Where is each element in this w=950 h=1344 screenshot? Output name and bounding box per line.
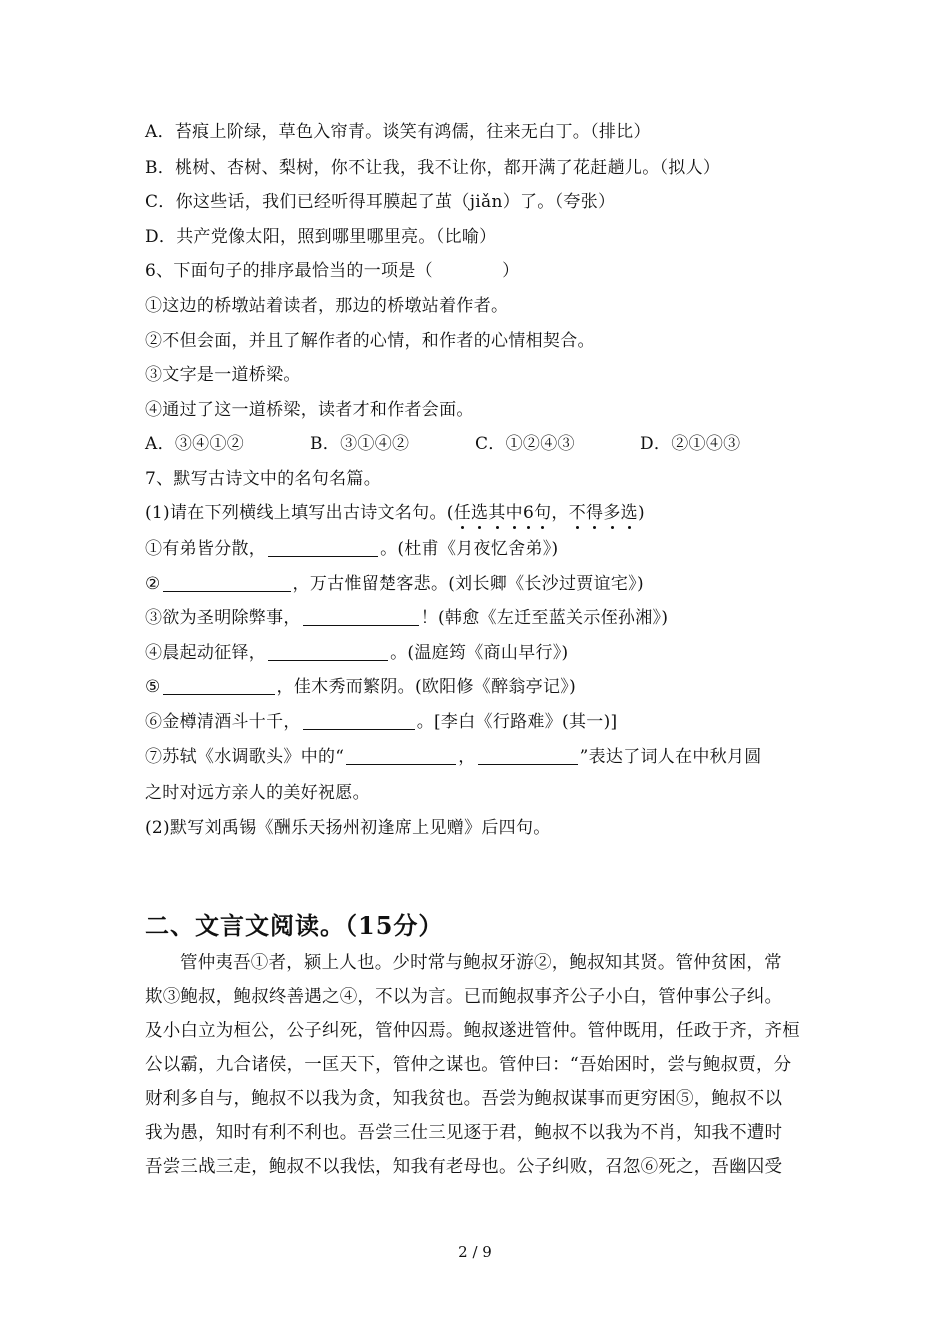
q7-item-4-text: ④晨起动征铎，: [145, 643, 267, 663]
q7-stem: 7、默写古诗文中的名句名篇。: [145, 469, 382, 489]
passage-line: 财利多自与，鲍叔不以我为贪，知我贫也。吾尝为鲍叔谋事而更穷困⑤，鲍叔不以: [145, 1089, 783, 1109]
q7-item-7-comma: ，: [458, 747, 476, 767]
q7-item-1-source: 。(杜甫《月夜忆舍弟》): [380, 539, 559, 559]
q7-item-6-source: 。[李白《行路难》(其一)]: [416, 712, 618, 732]
q7-sub1-dotted-text: 任选其中6句，不得多选: [453, 503, 638, 523]
q6-option-a: A．③④①②: [145, 434, 245, 454]
q7-item-3: [145, 606, 668, 630]
q7-sub1-prefix: (1)请在下列横线上填写出古诗文名句。(: [145, 503, 454, 523]
q7-item-5-blank[interactable]: [163, 678, 275, 695]
q6-options: [145, 432, 740, 456]
classical-passage: [145, 946, 810, 1184]
q7-item-6: [145, 710, 617, 734]
q7-item-2-blank[interactable]: [163, 575, 291, 592]
q7-item-7-tail: ”表达了词人在中秋月圆: [579, 747, 762, 767]
q5-option-d: D．共产党像太阳，照到哪里哪里亮。（比喻）: [145, 227, 497, 247]
q7-item-4: [145, 641, 568, 665]
q7-item-6-text: ⑥金樽清酒斗十千，: [145, 712, 301, 732]
q6-option-b: B．③①④②: [310, 434, 410, 454]
q7-item-5-source: ，佳木秀而繁阴。(欧阳修《醉翁亭记》): [276, 677, 577, 697]
q7-item-4-source: 。(温庭筠《商山早行》): [390, 643, 569, 663]
q7-item-5-text: ⑤: [145, 677, 161, 697]
q7-item-7: [145, 745, 762, 769]
q6-sentence-3: ③文字是一道桥梁。: [145, 365, 301, 385]
q7-item-1-blank[interactable]: [268, 540, 378, 557]
q6-sentence-4: ④通过了这一道桥梁，读者才和作者会面。: [145, 400, 474, 420]
q6-option-d: D．②①④③: [640, 434, 741, 454]
passage-line: 管仲夷吾①者，颍上人也。少时常与鲍叔牙游②，鲍叔知其贤。管仲贫困，常: [180, 953, 782, 973]
q5-option-a: A．苔痕上阶绿，草色入帘青。谈笑有鸿儒，往来无白丁。（排比）: [145, 122, 651, 142]
q7-item-3-text: ③欲为圣明除弊事，: [145, 608, 301, 628]
q7-item-2: [145, 572, 644, 596]
q7-item-7-continued: 之时对远方亲人的美好祝愿。: [145, 783, 370, 803]
q7-item-7-text: ⑦苏轼《水调歌头》中的“: [145, 747, 345, 767]
q6-stem: 6、下面句子的排序最恰当的一项是（ ）: [145, 261, 520, 281]
q7-sub1: [145, 501, 645, 525]
q7-item-3-source: ！(韩愈《左迁至蓝关示侄孙湘》): [420, 608, 669, 628]
q6-sentence-2: ②不但会面，并且了解作者的心情，和作者的心情相契合。: [145, 331, 595, 351]
passage-line: 欺③鲍叔，鲍叔终善遇之④，不以为言。已而鲍叔事齐公子小白，管仲事公子纠。: [145, 987, 783, 1007]
q7-item-7-blank-1[interactable]: [346, 748, 456, 765]
q5-option-b: B．桃树、杏树、梨树，你不让我，我不让你，都开满了花赶趟儿。（拟人）: [145, 158, 721, 178]
passage-line: 公以霸，九合诸侯，一匡天下，管仲之谋也。管仲曰：“吾始困时，尝与鲍叔贾，分: [145, 1055, 792, 1075]
q7-item-5: [145, 675, 576, 699]
q7-item-2-source: ，万古惟留楚客悲。(刘长卿《长沙过贾谊宅》): [292, 574, 644, 594]
q7-item-7-blank-2[interactable]: [478, 748, 578, 765]
page-number: 2 / 9: [458, 1243, 492, 1261]
q7-item-3-blank[interactable]: [303, 609, 419, 626]
q7-item-1: [145, 537, 558, 561]
q7-sub2: (2)默写刘禹锡《酬乐天扬州初逢席上见赠》后四句。: [145, 818, 551, 838]
passage-line: 我为愚，知时有利不利也。吾尝三仕三见逐于君，鲍叔不以我为不肖，知我不遭时: [145, 1123, 783, 1143]
q7-item-4-blank[interactable]: [268, 644, 388, 661]
q7-item-2-text: ②: [145, 574, 161, 594]
section-2-heading: 二、文言文阅读。（15分）: [145, 911, 444, 940]
q7-item-6-blank[interactable]: [303, 713, 415, 730]
passage-line: 及小白立为桓公，公子纠死，管仲囚焉。鲍叔遂进管仲。管仲既用，任政于齐，齐桓: [145, 1021, 800, 1041]
q6-option-c: C．①②④③: [475, 434, 575, 454]
q5-option-c: C．你这些话，我们已经听得耳膜起了茧（jiǎn）了。（夸张）: [145, 192, 616, 212]
q7-sub1-suffix: ): [637, 503, 645, 523]
q6-sentence-1: ①这边的桥墩站着读者，那边的桥墩站着作者。: [145, 296, 509, 316]
q7-item-1-text: ①有弟皆分散，: [145, 539, 267, 559]
passage-line: 吾尝三战三走，鲍叔不以我怯，知我有老母也。公子纠败，召忽⑥死之，吾幽囚受: [145, 1157, 783, 1177]
